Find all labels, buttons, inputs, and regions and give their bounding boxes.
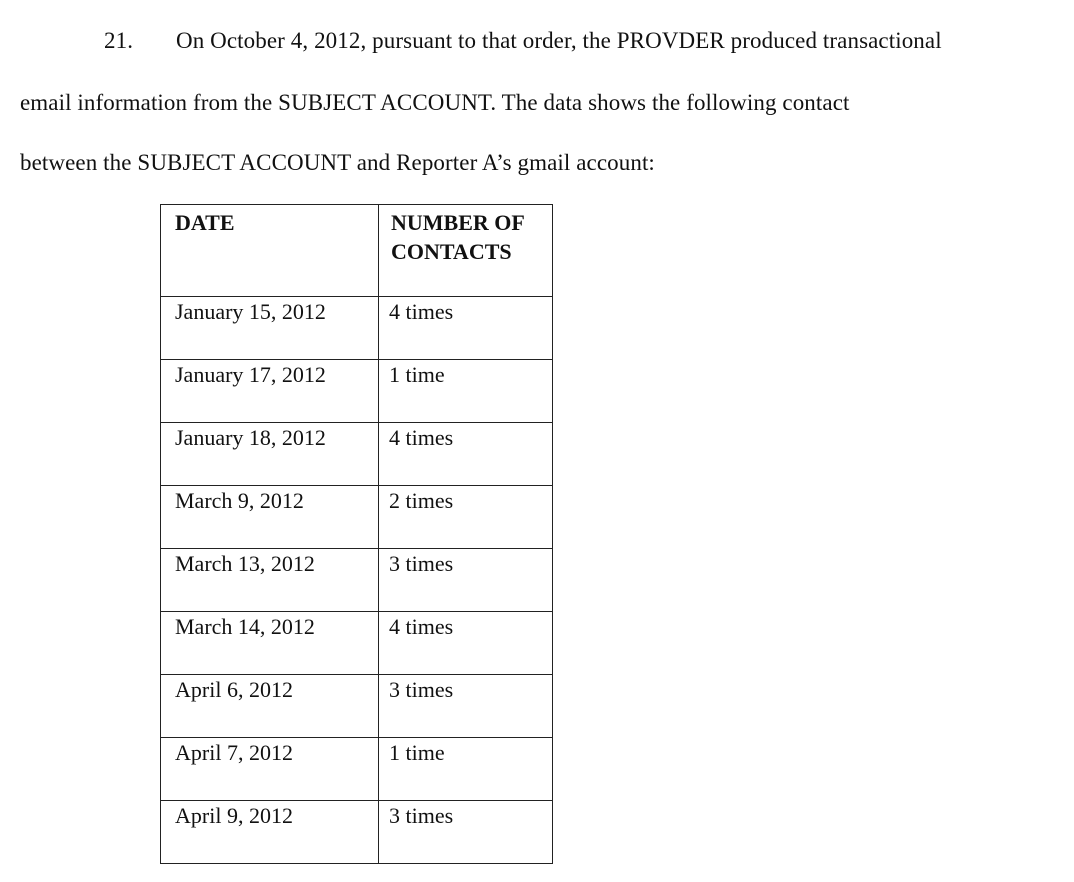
cell-contact-count: 3 times <box>379 801 553 864</box>
paragraph-line-1-text: On October 4, 2012, pursuant to that order, the PROVDER produced transactional <box>176 28 942 53</box>
table-row <box>161 738 553 801</box>
table-row <box>161 675 553 738</box>
paragraph-number: 21. <box>104 28 134 53</box>
table-row <box>161 486 553 549</box>
cell-date: January 17, 2012 <box>161 360 379 423</box>
table-row <box>161 549 553 612</box>
paragraph-line-3: between the SUBJECT ACCOUNT and Reporter A’s gmail account: <box>20 150 655 175</box>
table-header-row <box>161 205 553 297</box>
cell-date: March 14, 2012 <box>161 612 379 675</box>
cell-contact-count: 3 times <box>379 549 553 612</box>
cell-date: March 13, 2012 <box>161 549 379 612</box>
cell-contact-count: 2 times <box>379 486 553 549</box>
cell-contact-count: 3 times <box>379 675 553 738</box>
table-body <box>161 297 553 864</box>
paragraph-line-2: email information from the SUBJECT ACCOUNT. The data shows the following contact <box>20 90 850 115</box>
header-date: DATE <box>161 205 379 297</box>
cell-contact-count: 1 time <box>379 738 553 801</box>
cell-date: January 15, 2012 <box>161 297 379 360</box>
contacts-table <box>160 204 553 864</box>
cell-contact-count: 1 time <box>379 360 553 423</box>
cell-date: April 9, 2012 <box>161 801 379 864</box>
cell-contact-count: 4 times <box>379 297 553 360</box>
table-row <box>161 612 553 675</box>
header-number-of-contacts: NUMBER OF CONTACTS <box>379 205 553 297</box>
cell-contact-count: 4 times <box>379 612 553 675</box>
cell-date: January 18, 2012 <box>161 423 379 486</box>
paragraph-line-1 <box>104 28 942 54</box>
cell-date: April 7, 2012 <box>161 738 379 801</box>
table-row <box>161 360 553 423</box>
cell-date: April 6, 2012 <box>161 675 379 738</box>
cell-date: March 9, 2012 <box>161 486 379 549</box>
table-row <box>161 801 553 864</box>
cell-contact-count: 4 times <box>379 423 553 486</box>
table-row <box>161 423 553 486</box>
table-row <box>161 297 553 360</box>
